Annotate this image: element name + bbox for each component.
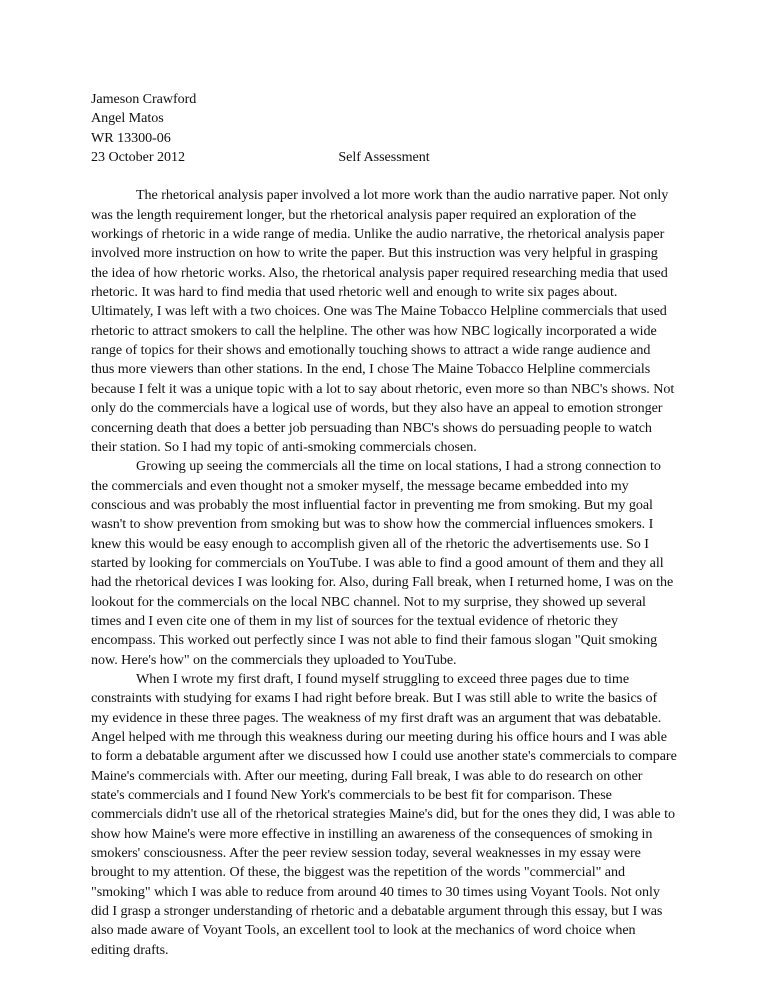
paragraph-2: Growing up seeing the commercials all the time on local stations, I had a strong connection to the commercials and even thought not a smoker myself, the message became embedded into my conscious and was probably the most influential factor in preventing me from smoking. But my goal wasn't to show prevention from smoking but was to show how the commercial influences smokers. I knew this would be easy enough to accomplish given all of the rhetoric the advertisements use. So I started by looking for commercials on YouTube. I was able to find a good amount of them and they all had the rhetorical devices I was looking for. Also, during Fall break, when I returned home, I was on the lookout for the commercials on the local NBC channel. Not to my surprise, they showed up several times and I even cite one of them in my list of sources for the textual evidence of rhetoric they encompass. This worked out perfectly since I was not able to find their famous slogan "Quit smoking now. Here's how" on the commercials they uploaded to YouTube.: [91, 458, 674, 668]
document-body: [91, 90, 677, 960]
paragraph-3: When I wrote my first draft, I found myself struggling to exceed three pages due to time constraints with studying for exams I had right before break. But I was still able to write the basics of my evidence in these three pages. The weakness of my first draft was an argument that was debatable. Angel helped with me through this weakness during our meeting during his office hours and I was able to form a debatable argument after we discussed how I could use another state's commercials to compare Maine's commercials with. After our meeting, during Fall break, I was able to do research on other state's commercials and I found New York's commercials to be best fit for comparison. These commercials didn't use all of the rhetorical strategies Maine's did, but for the ones they did, I was able to show how Maine's were more effective in instilling an awareness of the consequences of smoking in smokers' consciousness. After the peer review session today, several weaknesses in my essay were brought to my attention. Of these, the biggest was the repetition of the words "commercial" and "smoking" which I was able to reduce from around 40 times to 30 times using Voyant Tools. Not only did I grasp a stronger understanding of rhetoric and a debatable argument through this essay, but I was also made aware of Voyant Tools, an excellent tool to look at the mechanics of word choice when editing drafts.: [91, 670, 677, 958]
course-code: WR 13300-06: [91, 129, 171, 146]
instructor-name: Angel Matos: [91, 110, 164, 127]
document-title: Self Assessment: [338, 149, 430, 166]
paragraph-1: The rhetorical analysis paper involved a lot more work than the audio narrative paper. Not only was the length requirement longer, but the rhetorical analysis paper required an exploration of the workings of rhetoric in a wide range of media. Unlike the audio narrative, the rhetorical analysis paper involved more instruction on how to write the paper. But this instruction was very helpful in grasping the idea of how rhetoric works. Also, the rhetorical analysis paper required researching media that used rhetoric. It was hard to find media that used rhetoric well and enough to write six pages about. Ultimately, I was left with a two choices. One was The Maine Tobacco Helpline commercials that used rhetoric to attract smokers to call the helpline. The other was how NBC logically incorporated a wide range of topics for their shows and emotionally touching shows to attract a wide range audience and thus more viewers than other stations. In the end, I chose The Maine Tobacco Helpline commercials because I felt it was a unique topic with a lot to say about rhetoric, even more so than NBC's shows. Not only do the commercials have a logical use of words, but they also have an appeal to emotion stronger concerning death that does a better job persuading than NBC's shows do persuading people to watch their station. So I had my topic of anti-smoking commercials chosen.: [91, 187, 675, 455]
author-name: Jameson Crawford: [91, 91, 197, 107]
document-date: 23 October 2012: [91, 149, 185, 166]
